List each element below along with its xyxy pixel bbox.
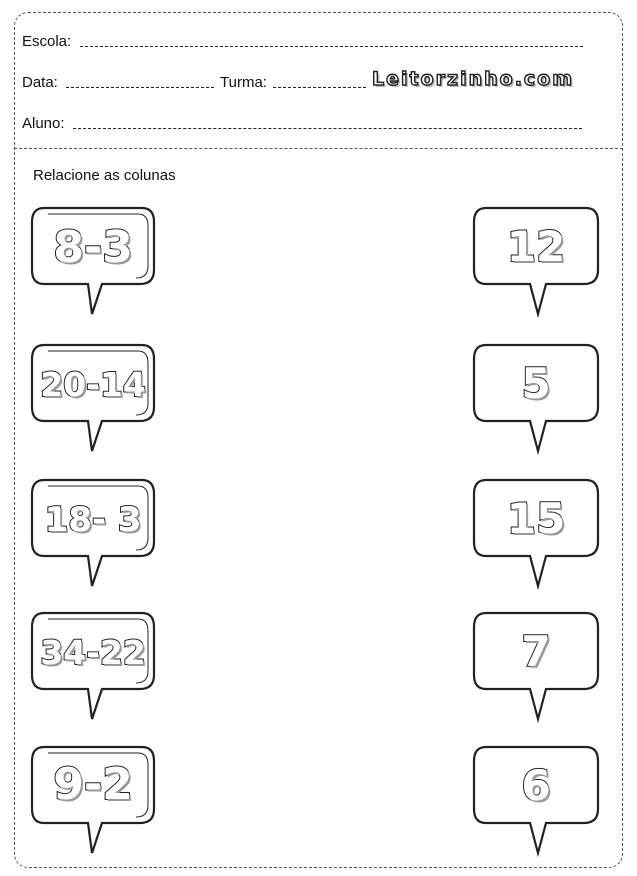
right-bubble-4-text: 7 [521,627,551,676]
worksheet-header [0,0,637,150]
class-label: Turma: [220,74,267,91]
right-bubble-1-text: 12 [506,222,566,271]
left-bubble-3-text: 18- 3 [44,500,142,540]
left-bubble-3[interactable] [30,478,156,590]
class-field[interactable] [273,87,366,88]
date-label: Data: [22,74,58,91]
left-bubble-1[interactable] [30,206,156,318]
right-bubble-4[interactable] [472,611,600,723]
right-bubble-5[interactable] [472,745,600,857]
header-divider [14,148,623,149]
left-bubble-5-text: 9-2 [53,759,133,810]
right-bubble-2-text: 5 [521,359,551,408]
left-bubble-1-text: 8-3 [53,222,133,273]
left-bubble-5[interactable] [30,745,156,857]
school-label: Escola: [22,33,72,50]
student-field[interactable] [73,128,582,129]
right-bubble-1[interactable] [472,206,600,318]
right-bubble-5-text: 6 [521,761,551,810]
brand-logo: Leitorzinho.com [372,68,575,90]
date-field[interactable] [66,87,214,88]
left-bubble-4[interactable] [30,611,156,723]
right-bubble-3[interactable] [472,478,600,590]
school-field[interactable] [80,46,583,47]
left-bubble-4-text: 34-22 [40,633,146,672]
left-bubble-2[interactable] [30,343,156,455]
left-bubble-2-text: 20-14 [40,365,146,404]
instruction-text: Relacione as colunas [33,167,176,184]
right-bubble-2[interactable] [472,343,600,455]
student-label: Aluno: [22,115,65,132]
right-bubble-3-text: 15 [506,494,566,543]
